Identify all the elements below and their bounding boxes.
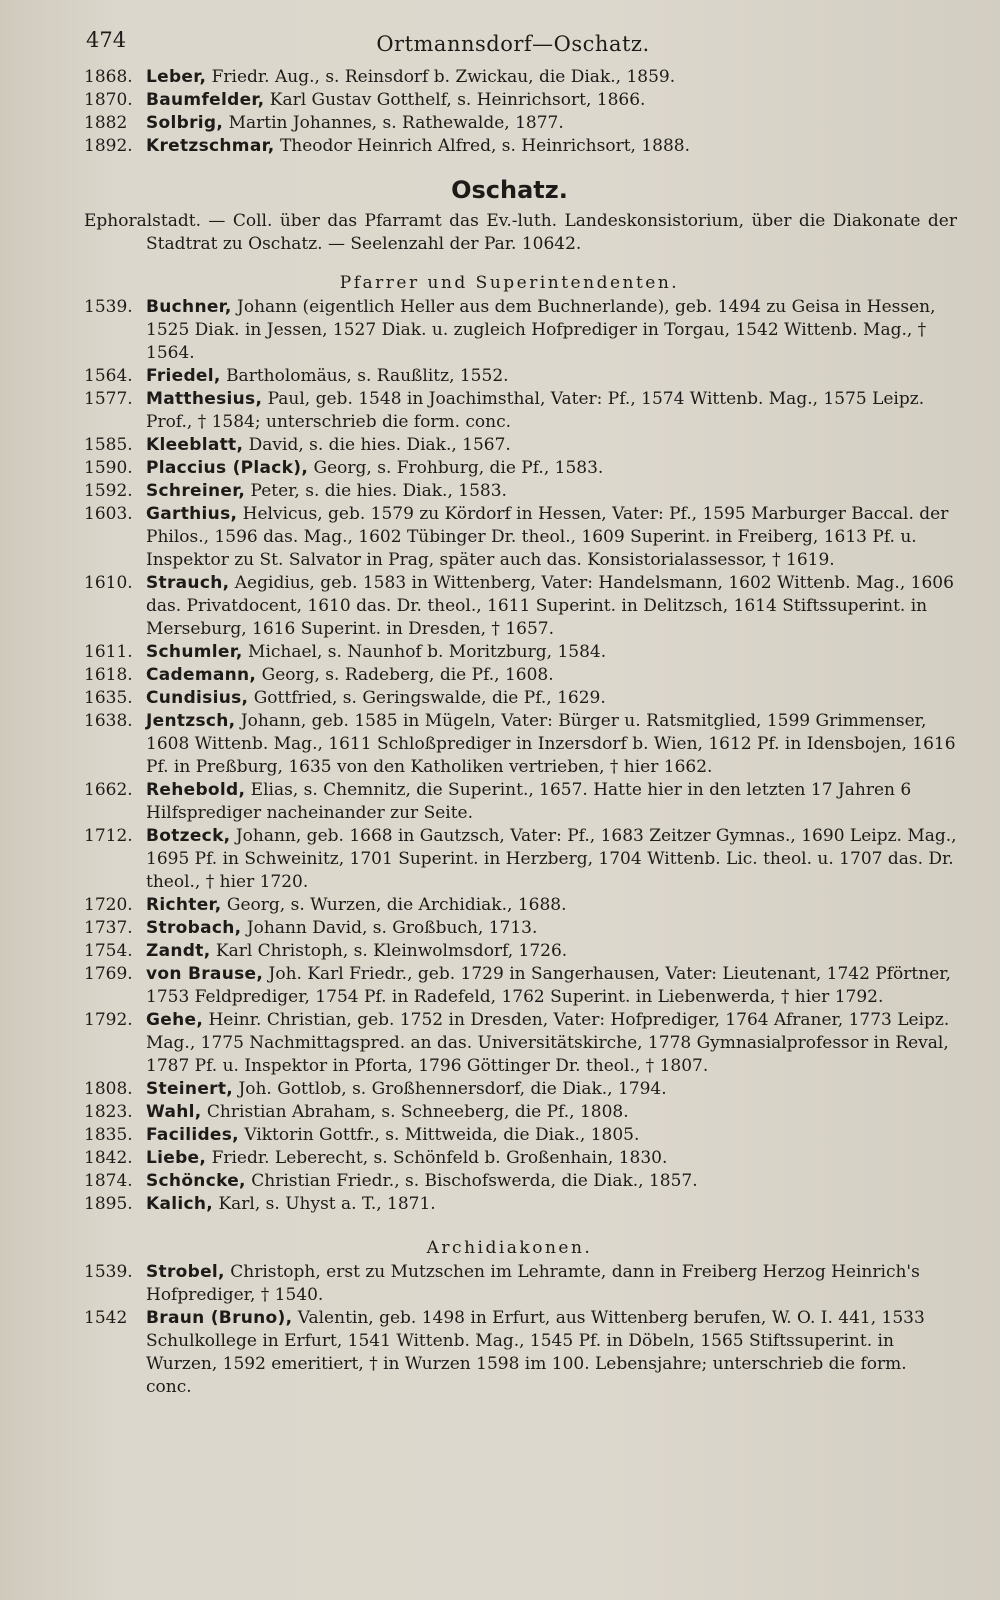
entry-year: 1618. [84,665,133,685]
list-item [62,434,957,457]
list-item [62,940,957,963]
entry-name: Placcius (Plack), [146,458,309,478]
entry-name: Richter, [146,895,222,915]
entry-text: Peter, s. die hies. Diak., 1583. [250,481,507,501]
entry-year: 1737. [84,918,133,938]
entry-text: Johann, geb. 1585 in Mügeln, Vater: Bürger u. Ratsmitglied, 1599 Grimmenser, 1608 Wittenb. Mag., 1611 Schloßprediger in Inzersdorf b. Wien, 1612 Pf. in Idensbojen, 1616 Pf. in Preßburg, 1635 von den Katholiken vertrieben, † hier 1662. [146,711,956,777]
list-item [62,779,957,825]
entry-name: Strobach, [146,918,242,938]
list-item [62,1147,957,1170]
entry-text: Christian Friedr., s. Bischofswerda, die Diak., 1857. [251,1171,698,1191]
entry-text: Paul, geb. 1548 in Joachimsthal, Vater: Pf., 1574 Wittenb. Mag., 1575 Leipz. Prof., † 1584; unterschrieb die form. conc. [146,389,925,432]
entry-year: 1720. [84,895,133,915]
list-item [62,710,957,779]
entry-name: Solbrig, [146,113,224,133]
list-item [62,112,957,135]
entry-year: 1808. [84,1079,133,1099]
list-item [62,963,957,1009]
section-title-pfarrer: Pfarrer und Superintendenten. [339,273,680,293]
entry-year: 1895. [84,1194,133,1214]
entry-text: Theodor Heinrich Alfred, s. Heinrichsort, 1888. [279,136,691,156]
entry-text: Michael, s. Naunhof b. Moritzburg, 1584. [248,642,607,662]
entry-text: Karl Gustav Gotthelf, s. Heinrichsort, 1866. [269,90,646,110]
entry-year: 1603. [84,504,133,524]
town-title: Oschatz. [451,176,568,204]
list-item [62,572,957,641]
entry-year: 1792. [84,1010,133,1030]
entry-name: Baumfelder, [146,90,265,110]
entry-name: Wahl, [146,1102,202,1122]
entry-year: 1868. [84,67,133,87]
list-item [62,1101,957,1124]
entry-text: Heinr. Christian, geb. 1752 in Dresden, Vater: Hofprediger, 1764 Afraner, 1773 Leipz. Mag., 1775 Nachmittagspred. an das. Universitätskirche, 1778 Gymnasialprofessor in Reval, 1787 Pf. u. Inspektor in Pforta, 1796 Göttinger Dr. theol., † 1807. [146,1010,950,1076]
entry-year: 1638. [84,711,133,731]
entry-text: Johann David, s. Großbuch, 1713. [246,918,538,938]
list-item [62,457,957,480]
list-item [62,135,957,158]
entry-text: Georg, s. Radeberg, die Pf., 1608. [261,665,554,685]
entry-text: Bartholomäus, s. Raußlitz, 1552. [226,366,509,386]
entry-name: Matthesius, [146,389,263,409]
entry-text: David, s. die hies. Diak., 1567. [248,435,511,455]
list-item [62,1078,957,1101]
entry-year: 1662. [84,780,133,800]
entry-text: Friedr. Aug., s. Reinsdorf b. Zwickau, die Diak., 1859. [211,67,676,87]
entry-text: Georg, s. Wurzen, die Archidiak., 1688. [226,895,567,915]
list-item [62,664,957,687]
archidiakonen-entries [62,1261,957,1399]
entry-name: von Brause, [146,964,264,984]
entry-name: Facilides, [146,1125,239,1145]
running-head: Ortmannsdorf—Oschatz. [376,32,650,56]
entry-year: 1585. [84,435,133,455]
entry-year: 1870. [84,90,133,110]
entry-year: 1592. [84,481,133,501]
entry-year: 1590. [84,458,133,478]
entry-name: Cundisius, [146,688,249,708]
list-item [62,89,957,112]
entry-text: Karl Christoph, s. Kleinwolmsdorf, 1726. [215,941,568,961]
entry-year: 1611. [84,642,133,662]
entry-name: Botzeck, [146,826,231,846]
list-item [62,825,957,894]
entry-year: 1842. [84,1148,133,1168]
entry-year: 1610. [84,573,133,593]
entry-name: Strauch, [146,573,230,593]
page-header [86,24,940,54]
entry-name: Friedel, [146,366,221,386]
list-item [62,1124,957,1147]
list-item [62,1261,957,1307]
entry-year: 1882 [84,113,128,133]
entry-name: Schumler, [146,642,243,662]
entry-text: Joh. Karl Friedr., geb. 1729 in Sangerhausen, Vater: Lieutenant, 1742 Pförtner, 1753 Feldprediger, 1754 Pf. in Radefeld, 1762 Superint. in Liebenwerda, † hier 1792. [146,964,951,1007]
entry-name: Jentzsch, [146,711,236,731]
entry-name: Buchner, [146,297,232,317]
entry-text: Johann (eigentlich Heller aus dem Buchnerlande), geb. 1494 zu Geisa in Hessen, 1525 Diak. in Jessen, 1527 Diak. u. zugleich Hofprediger in Torgau, 1542 Wittenb. Mag., † 1564. [146,297,936,363]
list-item [62,66,957,89]
entry-name: Rehebold, [146,780,246,800]
list-item [62,480,957,503]
entry-name: Garthius, [146,504,238,524]
entry-text: Christoph, erst zu Mutzschen im Lehramte, dann in Freiberg Herzog Heinrich's Hofprediger, † 1540. [146,1262,920,1305]
list-item [62,894,957,917]
entry-year: 1712. [84,826,133,846]
page-content [62,66,957,1399]
list-item [62,1193,957,1216]
entry-name: Liebe, [146,1148,207,1168]
entry-name: Kretzschmar, [146,136,275,156]
entry-name: Strobel, [146,1262,225,1282]
list-item [62,365,957,388]
entry-year: 1769. [84,964,133,984]
entry-year: 1892. [84,136,133,156]
list-item [62,296,957,365]
entry-name: Leber, [146,67,207,87]
list-item [62,1307,957,1399]
entry-year: 1539. [84,297,133,317]
entry-text: Gottfried, s. Geringswalde, die Pf., 1629. [253,688,606,708]
entry-text: Helvicus, geb. 1579 zu Kördorf in Hessen, Vater: Pf., 1595 Marburger Baccal. der Philos., 1596 das. Mag., 1602 Tübinger Dr. theol., 1609 Superint. in Freiberg, 1613 Pf. u. Inspektor zu St. Salvator in Prag, später auch das. Konsistorialassessor, † 1619. [146,504,949,570]
pfarrer-entries [62,296,957,1216]
list-item [62,917,957,940]
entry-name: Kalich, [146,1194,214,1214]
list-item [62,687,957,710]
ortmannsdorf-entries [62,66,957,158]
entry-year: 1754. [84,941,133,961]
entry-name: Steinert, [146,1079,234,1099]
list-item [62,503,957,572]
entry-text: Karl, s. Uhyst a. T., 1871. [218,1194,436,1214]
list-item [62,388,957,434]
entry-text: Joh. Gottlob, s. Großhennersdorf, die Diak., 1794. [238,1079,667,1099]
entry-text: Johann, geb. 1668 in Gautzsch, Vater: Pf., 1683 Zeitzer Gymnas., 1690 Leipz. Mag., 1695 Pf. in Schweinitz, 1701 Superint. in Herzberg, 1704 Wittenb. Lic. theol. u. 1707 das. Dr. theol., † hier 1720. [146,826,957,892]
entry-text: Martin Johannes, s. Rathewalde, 1877. [228,113,564,133]
section-title-archidiakonen: Archidiakonen. [426,1238,593,1258]
entry-text: Viktorin Gottfr., s. Mittweida, die Diak., 1805. [244,1125,640,1145]
entry-year: 1835. [84,1125,133,1145]
entry-year: 1635. [84,688,133,708]
entry-year: 1564. [84,366,133,386]
entry-year: 1539. [84,1262,133,1282]
town-intro: Ephoralstadt. — Coll. über das Pfarramt das Ev.-luth. Landeskonsistorium, über die Diakonate der Stadtrat zu Oschatz. — Seelenzahl der Par. 10642. [84,211,957,254]
entry-text: Valentin, geb. 1498 in Erfurt, aus Wittenberg berufen, W. O. I. 441, 1533 Schulkollege in Erfurt, 1541 Wittenb. Mag., 1545 Pf. in Döbeln, 1565 Stiftssuperint. in Wurzen, 1592 emeritiert, † in Wurzen 1598 im 100. Lebensjahre; unterschrieb die form. conc. [146,1308,925,1397]
entry-text: Christian Abraham, s. Schneeberg, die Pf., 1808. [206,1102,629,1122]
entry-text: Georg, s. Frohburg, die Pf., 1583. [313,458,604,478]
entry-name: Cademann, [146,665,257,685]
entry-text: Elias, s. Chemnitz, die Superint., 1657. Hatte hier in den letzten 17 Jahren 6 Hilfsprediger nacheinander zur Seite. [146,780,912,823]
entry-year: 1577. [84,389,133,409]
list-item [62,1170,957,1193]
entry-text: Aegidius, geb. 1583 in Wittenberg, Vater: Handelsmann, 1602 Wittenb. Mag., 1606 das. Privatdocent, 1610 das. Dr. theol., 1611 Superint. in Delitzsch, 1614 Stiftssuperint. in Merseburg, 1616 Superint. in Dresden, † 1657. [146,573,954,639]
entry-name: Schreiner, [146,481,246,501]
entry-year: 1542 [84,1308,128,1328]
list-item [62,1009,957,1078]
list-item [62,641,957,664]
entry-name: Braun (Bruno), [146,1308,293,1328]
entry-name: Schöncke, [146,1171,246,1191]
page-number: 474 [86,28,127,52]
entry-year: 1874. [84,1171,133,1191]
entry-text: Friedr. Leberecht, s. Schönfeld b. Großenhain, 1830. [211,1148,668,1168]
entry-year: 1823. [84,1102,133,1122]
entry-name: Gehe, [146,1010,204,1030]
entry-name: Kleeblatt, [146,435,244,455]
entry-name: Zandt, [146,941,211,961]
